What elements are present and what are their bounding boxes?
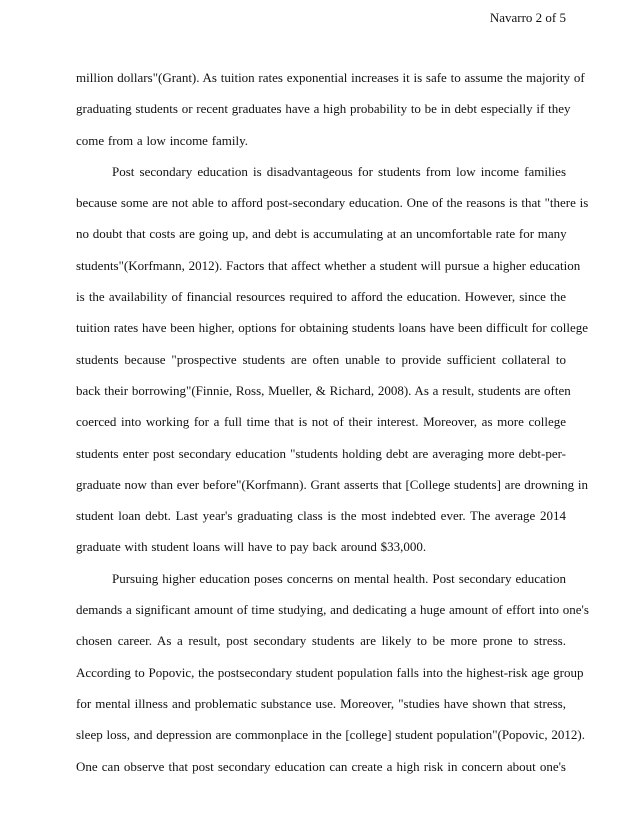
text-line: because some are not able to afford post-secondary education. One of the reasons is that "there is: [76, 195, 589, 211]
text-line: students because "prospective students are often unable to provide sufficient collateral to: [76, 351, 566, 367]
text-line: chosen career. As a result, post secondary students are likely to be more prone to stress.: [76, 633, 566, 649]
text-line: One can observe that post secondary education can create a high risk in concern about one's: [76, 758, 566, 774]
text-line: students enter post secondary education "students holding debt are averaging more debt-per-: [76, 445, 566, 461]
text-line: student loan debt. Last year's graduating class is the most indebted ever. The average 2014: [76, 508, 566, 524]
text-line: come from a low income family.: [76, 132, 249, 148]
text-line: According to Popovic, the postsecondary student population falls into the highest-risk age group: [76, 664, 584, 680]
text-line: no doubt that costs are going up, and debt is accumulating at an uncomfortable rate for many: [76, 226, 567, 242]
text-line: graduate now than ever before"(Korfmann). Grant asserts that [College students] are drowning in: [76, 476, 588, 492]
running-header: Navarro 2 of 5: [489, 10, 566, 25]
text-line: sleep loss, and depression are commonplace in the [college] student population"(Popovic, 2012).: [76, 727, 586, 743]
text-line: back their borrowing"(Finnie, Ross, Mueller, & Richard, 2008). As a result, students are often: [76, 382, 571, 398]
text-line: for mental illness and problematic substance use. Moreover, "studies have shown that stress,: [76, 695, 566, 711]
paragraph-first-line: Post secondary education is disadvantageous for students from low income families: [112, 163, 566, 179]
text-line: graduate with student loans will have to pay back around $33,000.: [76, 539, 427, 555]
text-line: students"(Korfmann, 2012). Factors that affect whether a student will pursue a higher education: [76, 257, 581, 273]
text-line: demands a significant amount of time studying, and dedicating a huge amount of effort into one's: [76, 602, 589, 618]
text-line: graduating students or recent graduates have a high probability to be in debt especially if they: [76, 101, 571, 117]
body-text: [76, 70, 589, 790]
paragraph-first-line: Pursuing higher education poses concerns on mental health. Post secondary education: [112, 570, 566, 586]
text-line: tuition rates have been higher, options for obtaining students loans have been difficult for college: [76, 320, 589, 336]
text-line: million dollars"(Grant). As tuition rates exponential increases it is safe to assume the majority of: [76, 70, 585, 85]
text-line: is the availability of financial resources required to afford the education. However, since the: [76, 289, 566, 305]
text-line: coerced into working for a full time that is not of their interest. Moreover, as more college: [76, 414, 566, 430]
